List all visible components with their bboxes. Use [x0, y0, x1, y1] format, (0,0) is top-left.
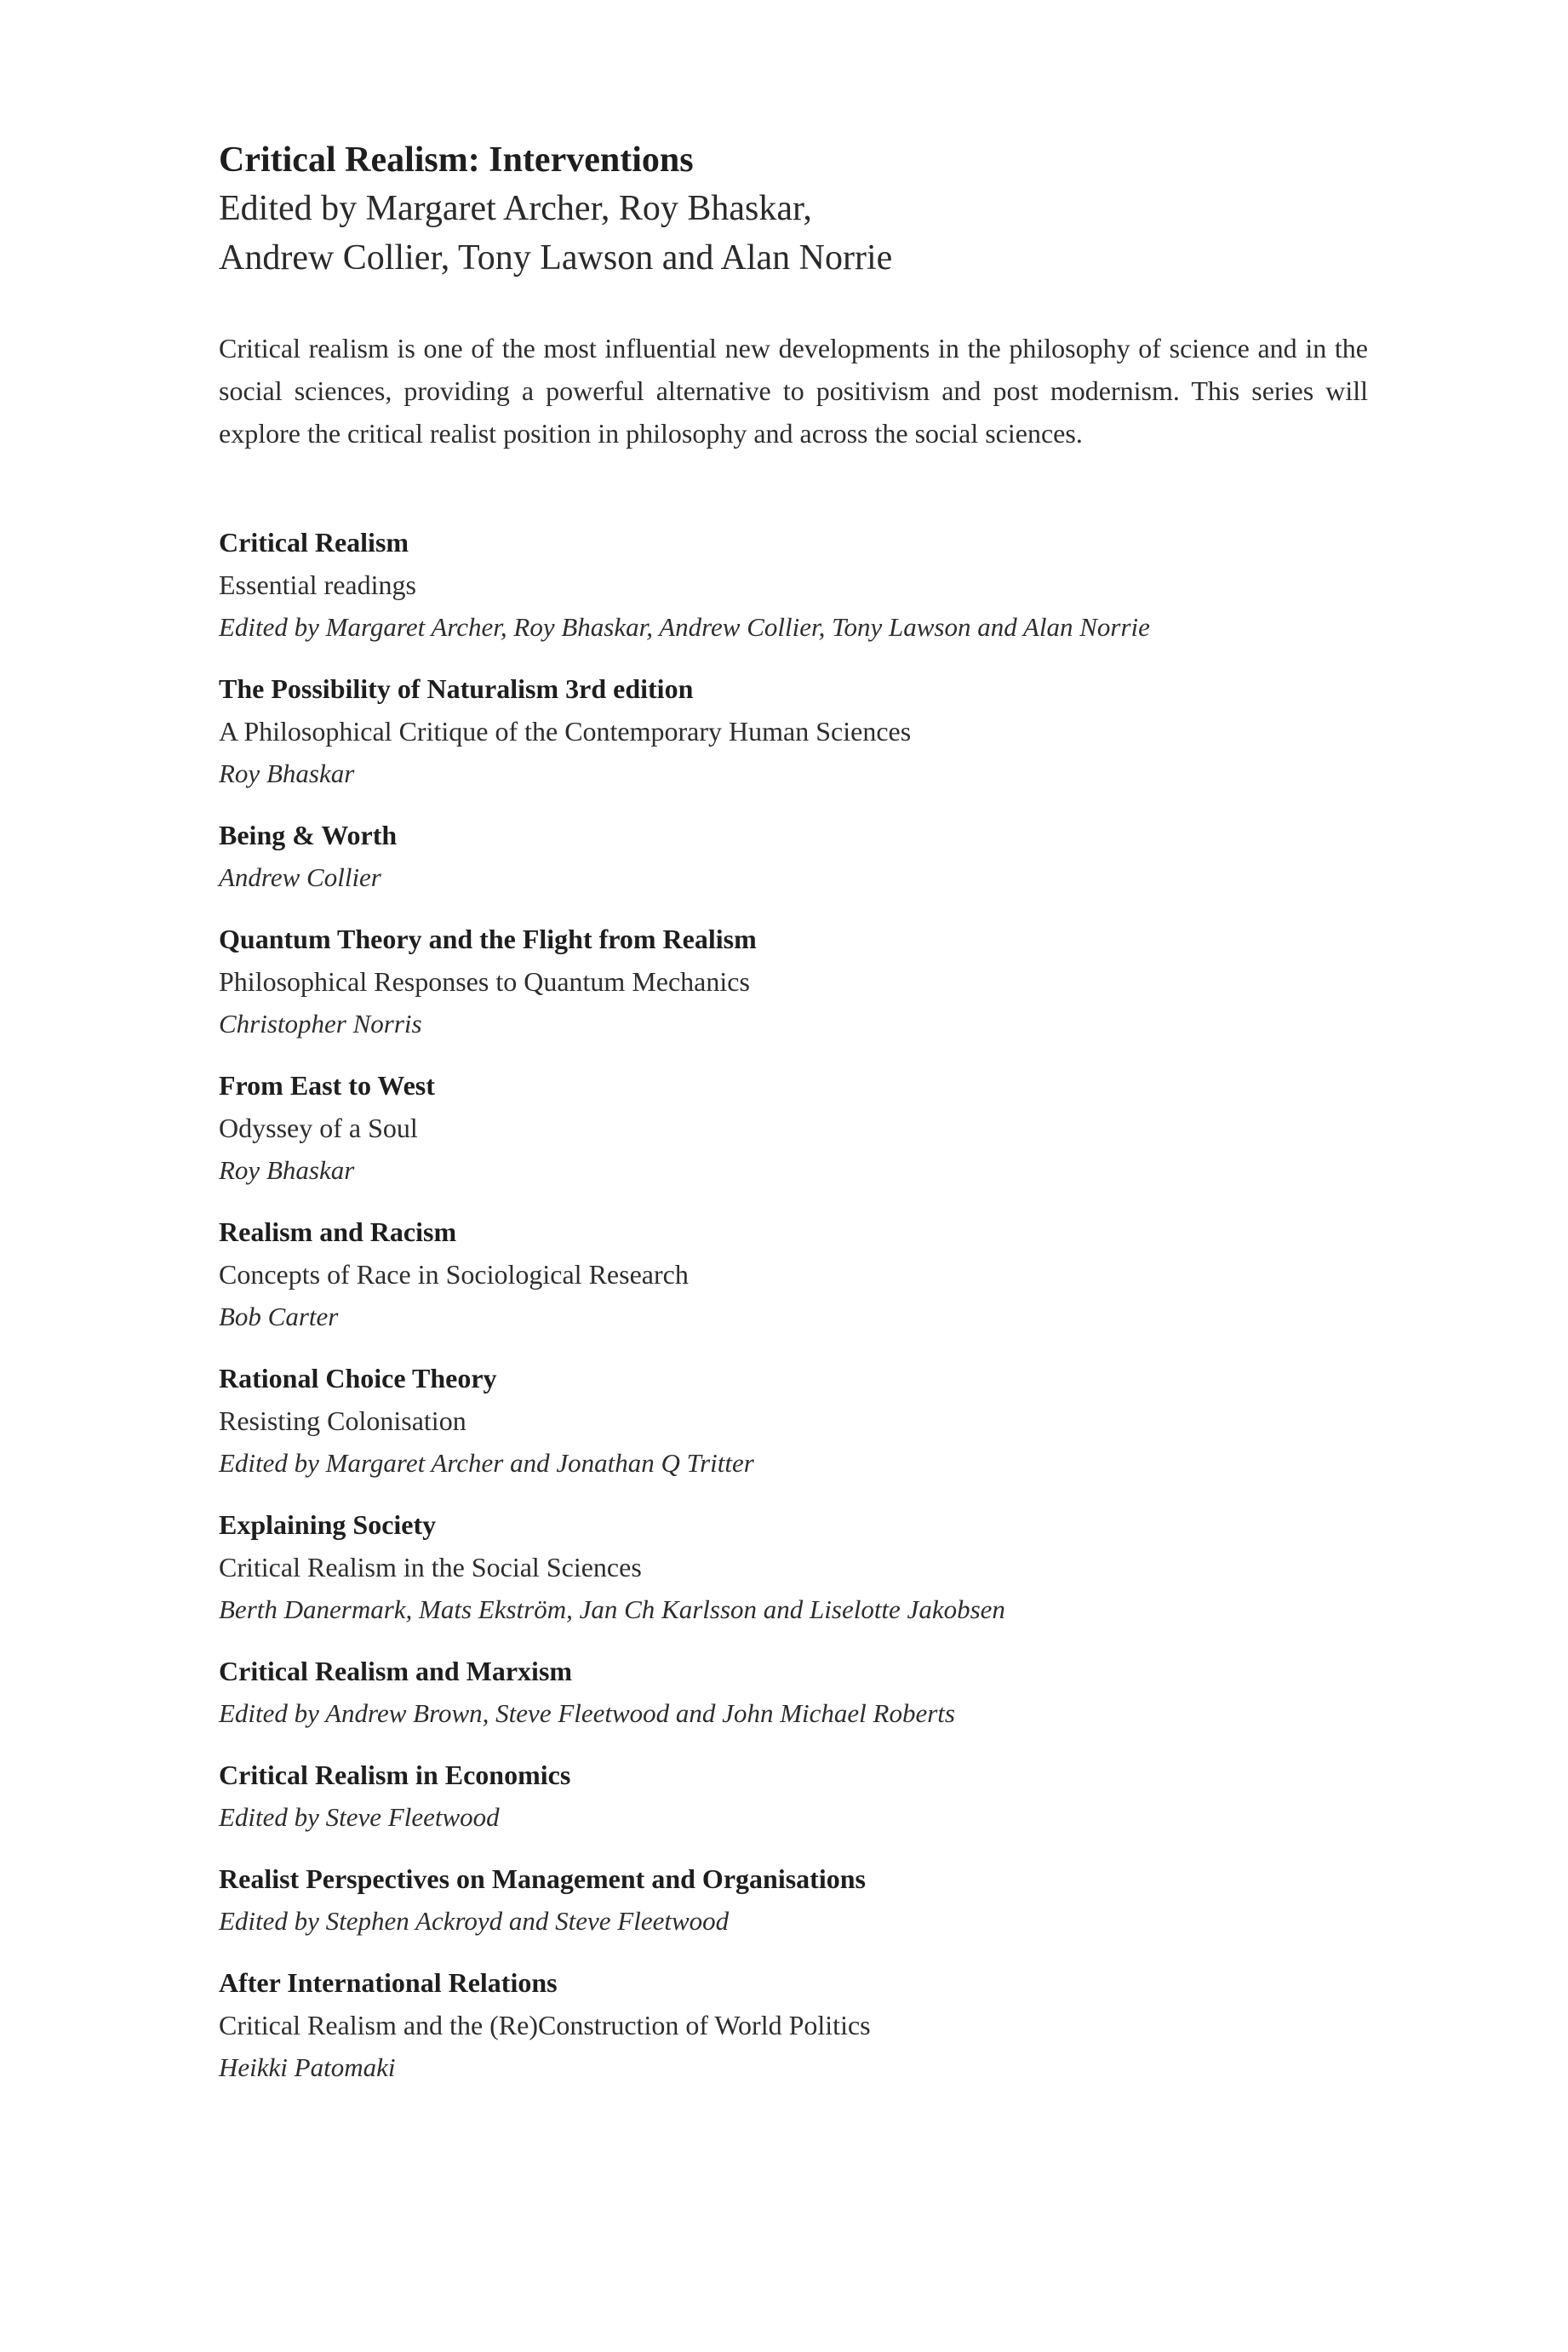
book-author: Andrew Collier	[219, 862, 381, 892]
series-title: Critical Realism: Interventions	[219, 140, 694, 180]
book-author: Berth Danermark, Mats Ekström, Jan Ch Karlsson and Liselotte Jakobsen	[219, 1594, 1005, 1624]
book-entry	[219, 1064, 1368, 1191]
book-author: Christopher Norris	[219, 1009, 422, 1039]
book-title: Explaining Society	[219, 1509, 437, 1540]
book-subtitle: A Philosophical Critique of the Contemporary Human Sciences	[219, 716, 912, 747]
series-editors-line-2: Andrew Collier, Tony Lawson and Alan Norrie	[219, 238, 893, 278]
book-author: Edited by Margaret Archer and Jonathan Q Tritter	[219, 1448, 754, 1478]
book-entry	[219, 1357, 1368, 1484]
book-author: Edited by Steve Fleetwood	[219, 1802, 500, 1832]
series-description: Critical realism is one of the most influential new developments in the philosophy of science and in the social sciences, providing a powerful alternative to positivism and post modernism. This series will explore the critical realist position in philosophy and across the social sciences.	[219, 333, 1368, 449]
book-subtitle: Philosophical Responses to Quantum Mechanics	[219, 966, 750, 997]
book-author: Edited by Stephen Ackroyd and Steve Fleetwood	[219, 1906, 730, 1936]
book-entry	[219, 1754, 1368, 1838]
book-title: The Possibility of Naturalism 3rd edition	[219, 673, 694, 704]
series-page	[219, 136, 1368, 2108]
book-author: Bob Carter	[219, 1302, 339, 1331]
series-editors-line-1: Edited by Margaret Archer, Roy Bhaskar,	[219, 189, 812, 228]
book-title: Rational Choice Theory	[219, 1363, 497, 1393]
book-entry	[219, 814, 1368, 898]
book-subtitle: Odyssey of a Soul	[219, 1113, 418, 1143]
book-author: Heikki Patomaki	[219, 2052, 396, 2082]
book-subtitle: Essential readings	[219, 569, 416, 600]
book-title: Critical Realism and Marxism	[219, 1656, 573, 1686]
book-entry	[219, 1857, 1368, 1942]
book-subtitle: Critical Realism in the Social Sciences	[219, 1552, 642, 1582]
book-title: Realism and Racism	[219, 1216, 457, 1247]
book-entry	[219, 1650, 1368, 1734]
book-title: Quantum Theory and the Flight from Realism	[219, 924, 757, 954]
book-list	[219, 521, 1368, 2088]
book-title: Realist Perspectives on Management and Organisations	[219, 1863, 866, 1894]
book-subtitle: Concepts of Race in Sociological Research	[219, 1259, 689, 1290]
book-author: Roy Bhaskar	[219, 1155, 355, 1185]
book-author: Edited by Margaret Archer, Roy Bhaskar, Andrew Collier, Tony Lawson and Alan Norrie	[219, 612, 1150, 642]
book-author: Roy Bhaskar	[219, 758, 355, 788]
book-title: Critical Realism in Economics	[219, 1760, 571, 1790]
book-entry	[219, 918, 1368, 1044]
book-title: Being & Worth	[219, 820, 398, 850]
book-title: Critical Realism	[219, 527, 409, 558]
book-entry	[219, 1503, 1368, 1630]
book-subtitle: Critical Realism and the (Re)Construction of World Politics	[219, 2010, 871, 2040]
book-subtitle: Resisting Colonisation	[219, 1405, 466, 1436]
book-title: From East to West	[219, 1070, 435, 1101]
book-entry	[219, 1210, 1368, 1337]
book-title: After International Relations	[219, 1967, 558, 1998]
book-entry	[219, 1961, 1368, 2088]
book-author: Edited by Andrew Brown, Steve Fleetwood and John Michael Roberts	[219, 1698, 955, 1728]
book-entry	[219, 667, 1368, 794]
book-entry	[219, 521, 1368, 648]
